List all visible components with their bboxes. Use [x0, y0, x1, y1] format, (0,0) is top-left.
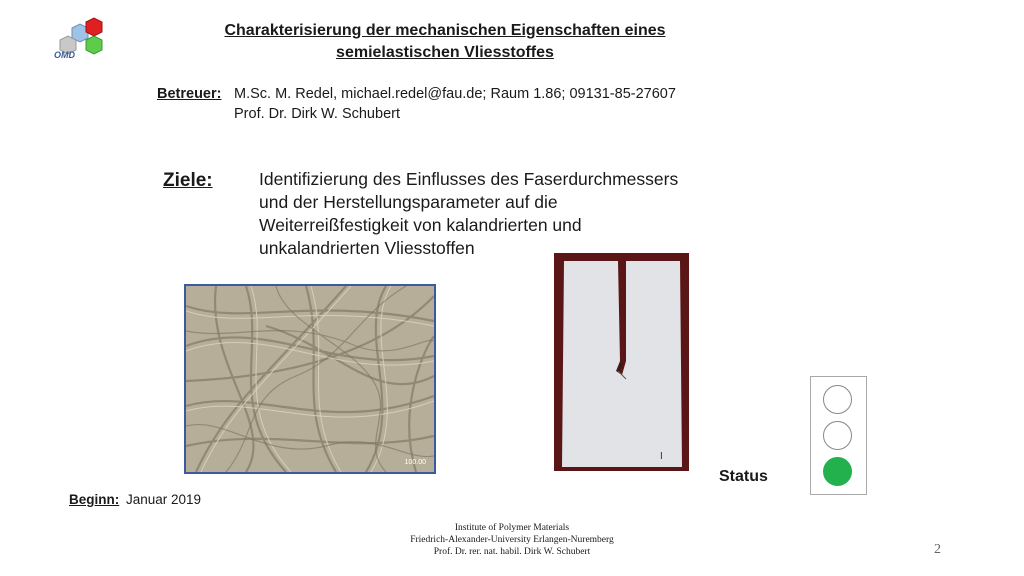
supervisor-line-1: M.Sc. M. Redel, michael.redel@fau.de; Raum 1.86; 09131-85-27607 — [234, 86, 676, 102]
start-label: Beginn: — [69, 492, 120, 507]
title-line-2: semielastischen Vliesstoffes — [336, 44, 554, 61]
status-light-middle — [823, 421, 852, 450]
goals-line-1: Identifizierung des Einflusses des Faserdurchmessers — [259, 169, 679, 189]
status-label: Status — [719, 468, 768, 485]
goals-line-4: unkalandrierten Vliesstoffen — [259, 238, 475, 258]
status-light-bottom-green — [823, 457, 852, 486]
status-traffic-light — [810, 376, 867, 495]
footer-line-3: Prof. Dr. rer. nat. habil. Dirk W. Schubert — [433, 547, 591, 557]
goals-label: Ziele: — [163, 170, 213, 191]
start-value: Januar 2019 — [126, 492, 202, 507]
goals-line-2: und der Herstellungsparameter auf die — [259, 192, 558, 212]
goals-text — [259, 168, 759, 260]
supervisor-line-2: Prof. Dr. Dirk W. Schubert — [234, 106, 400, 122]
fiber-micrograph-image — [184, 284, 436, 474]
title-line-1: Charakterisierung der mechanischen Eigenschaften eines — [224, 22, 666, 39]
footer-line-1: Institute of Polymer Materials — [454, 523, 570, 533]
scale-bar-label: 100.00 — [404, 459, 426, 466]
supervisor-label: Betreuer: — [157, 86, 222, 102]
sample-mark: I — [660, 451, 663, 462]
footer — [362, 522, 662, 558]
logo-text: OMD — [54, 50, 75, 60]
page-title — [190, 20, 700, 64]
footer-line-2: Friedrich-Alexander-University Erlangen-Nuremberg — [410, 535, 614, 545]
goals-line-3: Weiterreißfestigkeit von kalandrierten und — [259, 215, 582, 235]
page-number: 2 — [934, 542, 941, 557]
institute-logo — [50, 16, 112, 62]
status-light-top — [823, 385, 852, 414]
tear-sample-image — [554, 253, 689, 471]
